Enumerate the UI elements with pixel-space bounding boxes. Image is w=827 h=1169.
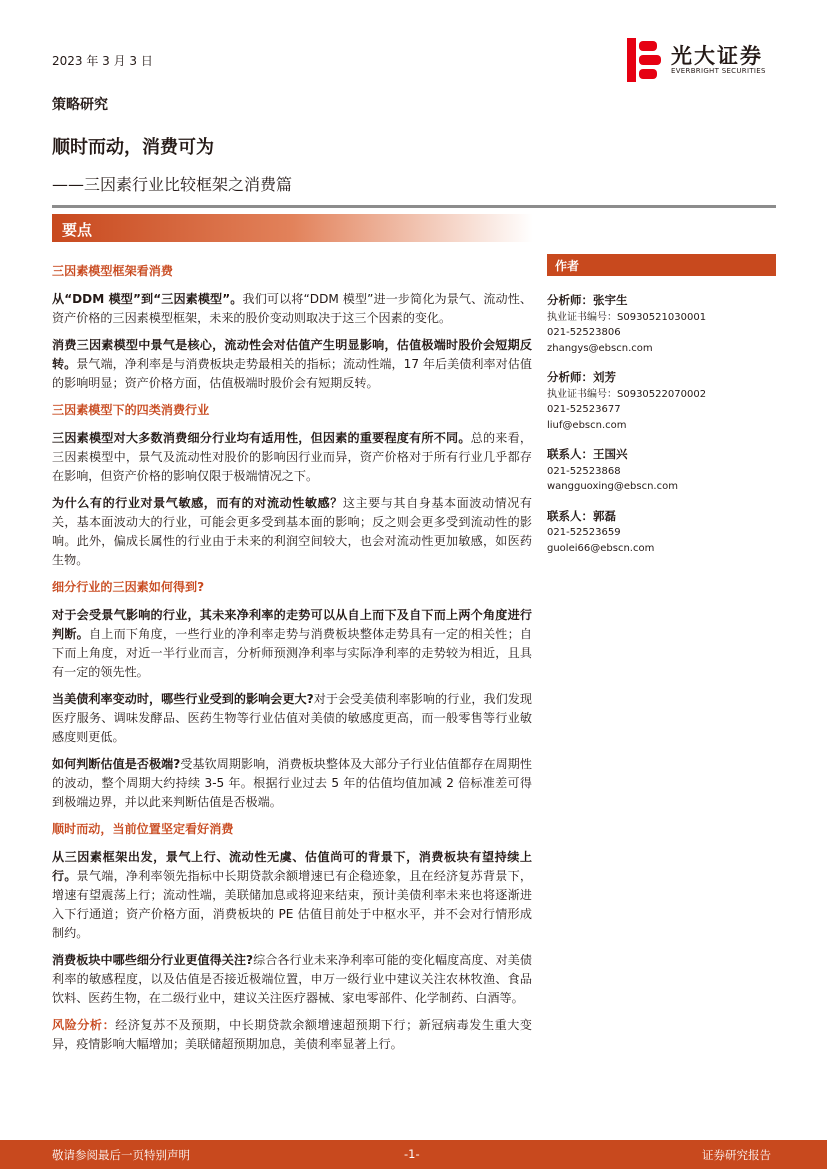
paragraph-text: 我们可以将“DDM 模型”进一步简化为景气、流动性、资产价格的三因素模型框架，未来的股价变动则取决于这三个因素的变化。: [52, 292, 533, 325]
everbright-logo-icon: [627, 38, 661, 82]
contact-name: 联系人：郭磊: [547, 508, 616, 523]
paragraph-lead: 从“DDM 模型”到“三因素模型”。: [52, 292, 243, 306]
author-list: [547, 293, 776, 570]
contact-name: 联系人：王国兴: [547, 447, 628, 461]
risk-analysis: [52, 1016, 532, 1054]
section-heading: 三因素模型下的四类消费行业: [52, 403, 210, 417]
paragraph-text: 总的来看，三因素模型中，景气及流动性对股价的影响因行业而异，资产价格对于所有行业几乎都存在影响，但资产价格的影响仅限于极端情况之下。: [52, 431, 532, 483]
paragraph: [52, 494, 532, 570]
section-heading: 三因素模型框架看消费: [52, 264, 173, 278]
paragraph-text: 景气端，净利率领先指标中长期贷款余额增速已有企稳迹象，且在经济复苏背景下，增速有望震荡上行；流动性端，美联储加息或将迎来结束，预计美债利率未来也将逐渐进入下行通道；资产价格方面，消费板块的 PE 估值目前处于中枢水平，并不会对行情形成制约。: [52, 869, 532, 940]
paragraph-lead: 对于会受景气影响的行业，其未来净利率的走势可以从自上而下及自下而上两个角度进行判断。: [52, 608, 532, 641]
author-phone: 021-52523677: [547, 404, 621, 415]
paragraph-lead: 消费三因素模型中景气是核心，流动性会对估值产生明显影响，估值极端时股价会短期反转。: [52, 338, 532, 371]
page-footer: [0, 1140, 827, 1169]
section-heading: 顺时而动，当前位置坚定看好消费: [52, 822, 234, 836]
author-label: 作者: [555, 259, 580, 273]
page-title: 顺时而动，消费可为: [52, 137, 214, 158]
contact-card: [547, 509, 776, 557]
paragraph-lead: 从三因素框架出发，景气上行、流动性无虞、估值尚可的背景下，消费板块有望持续上行。: [52, 850, 532, 883]
paragraph-lead: 当美债利率变动时，哪些行业受到的影响会更大?: [52, 692, 314, 706]
paragraph: [52, 336, 532, 393]
paragraph-text: 综合各行业未来净利率可能的变化幅度高度、对美债利率的敏感程度，以及估值是否接近极端位置，申万一级行业中建议关注农林牧渔、食品饮料、医药生物，在二级行业中，建议关注医疗器械、家电零部件、化学制药、白酒等。: [52, 953, 532, 1005]
logo-chinese-name: 光大证券: [671, 44, 763, 68]
title-divider: [52, 205, 776, 208]
paragraph: [52, 290, 532, 328]
author-name: 分析师：刘芳: [547, 370, 616, 384]
contact-email[interactable]: guolei66@ebscn.com: [547, 542, 655, 554]
contact-phone: 021-52523659: [547, 527, 621, 538]
paragraph-lead: 如何判断估值是否极端?: [52, 757, 181, 771]
paragraph-lead: 为什么有的行业对景气敏感，而有的对流动性敏感？: [52, 496, 343, 510]
paragraph-text: 景气端，净利率是与消费板块走势最相关的指标；流动性端，17 年后美债利率对估值的影响明显；资产价格方面，估值极端时股价会有短期反转。: [52, 357, 532, 390]
author-cert: 执业证书编号：S0930521030001: [547, 311, 707, 323]
contact-card: [547, 447, 776, 495]
paragraph: [52, 690, 532, 747]
page-subtitle: ——三因素行业比较框架之消费篇: [52, 175, 293, 194]
page-number: -1-: [404, 1147, 420, 1161]
author-card: [547, 370, 776, 433]
report-date: 2023 年 3 月 3 日: [52, 54, 153, 68]
risk-label: 风险分析：: [52, 1018, 116, 1032]
author-email[interactable]: zhangys@ebscn.com: [547, 342, 653, 354]
paragraph-text: 自上而下角度，一些行业的净利率走势与消费板块整体走势具有一定的相关性；自下而上角度，对近一半行业而言，分析师预测净利率与实际净利率的走势较为相近，且具有一定的领先性。: [52, 627, 532, 679]
author-card: [547, 293, 776, 356]
key-points-body: [52, 262, 532, 1062]
author-cert: 执业证书编号：S0930522070002: [547, 388, 707, 400]
contact-phone: 021-52523868: [547, 465, 621, 477]
paragraph: [52, 755, 532, 812]
paragraph: [52, 951, 532, 1008]
section: [52, 262, 532, 393]
footer-report-type: 证券研究报告: [702, 1148, 771, 1162]
key-points-banner: [52, 214, 533, 242]
author-email[interactable]: liuf@ebscn.com: [547, 419, 627, 431]
section-heading: 细分行业的三因素如何得到?: [52, 580, 205, 594]
paragraph: [52, 606, 532, 682]
report-category: 策略研究: [52, 97, 108, 113]
key-points-label: 要点: [62, 221, 93, 239]
section: [52, 578, 532, 812]
section: [52, 820, 532, 1008]
author-phone: 021-52523806: [547, 327, 621, 338]
paragraph: [52, 848, 532, 943]
paragraph-lead: 三因素模型对大多数消费细分行业均有适用性，但因素的重要程度有所不同。: [52, 431, 471, 445]
author-banner: [547, 254, 776, 276]
company-logo: [627, 38, 777, 82]
logo-english-name: EVERBRIGHT SECURITIES: [671, 67, 766, 75]
paragraph-text: 这主要与其自身基本面波动情况有关，基本面波动大的行业，可能会更多受到基本面的影响；反之则会更多受到流动性的影响。此外，偏成长属性的行业由于未来的利润空间较大，也会对流动性更加敏感，如医药生物。: [52, 496, 532, 567]
paragraph: [52, 429, 532, 486]
paragraph-text: 受基钦周期影响，消费板块整体及大部分子行业估值都存在周期性的波动，整个周期大约持续 3-5 年。根据行业过去 5 年的估值均值加减 2 倍标准差可得到极端边界，并以此来判断估值是否极端。: [52, 757, 532, 809]
footer-disclaimer: 敬请参阅最后一页特别声明: [52, 1148, 190, 1162]
author-name: 分析师：张宇生: [547, 293, 628, 307]
paragraph-text: 对于会受美债利率影响的行业，我们发现医疗服务、调味发酵品、医药生物等行业估值对美债的敏感度更高，而一般零售等行业敏感度则更低。: [52, 692, 532, 744]
paragraph-lead: 消费板块中哪些细分行业更值得关注?: [52, 953, 254, 967]
section: [52, 401, 532, 570]
contact-email[interactable]: wangguoxing@ebscn.com: [547, 481, 678, 492]
risk-text: 经济复苏不及预期，中长期贷款余额增速超预期下行；新冠病毒发生重大变异，疫情影响大幅增加；美联储超预期加息，美债利率显著上行。: [52, 1018, 532, 1051]
